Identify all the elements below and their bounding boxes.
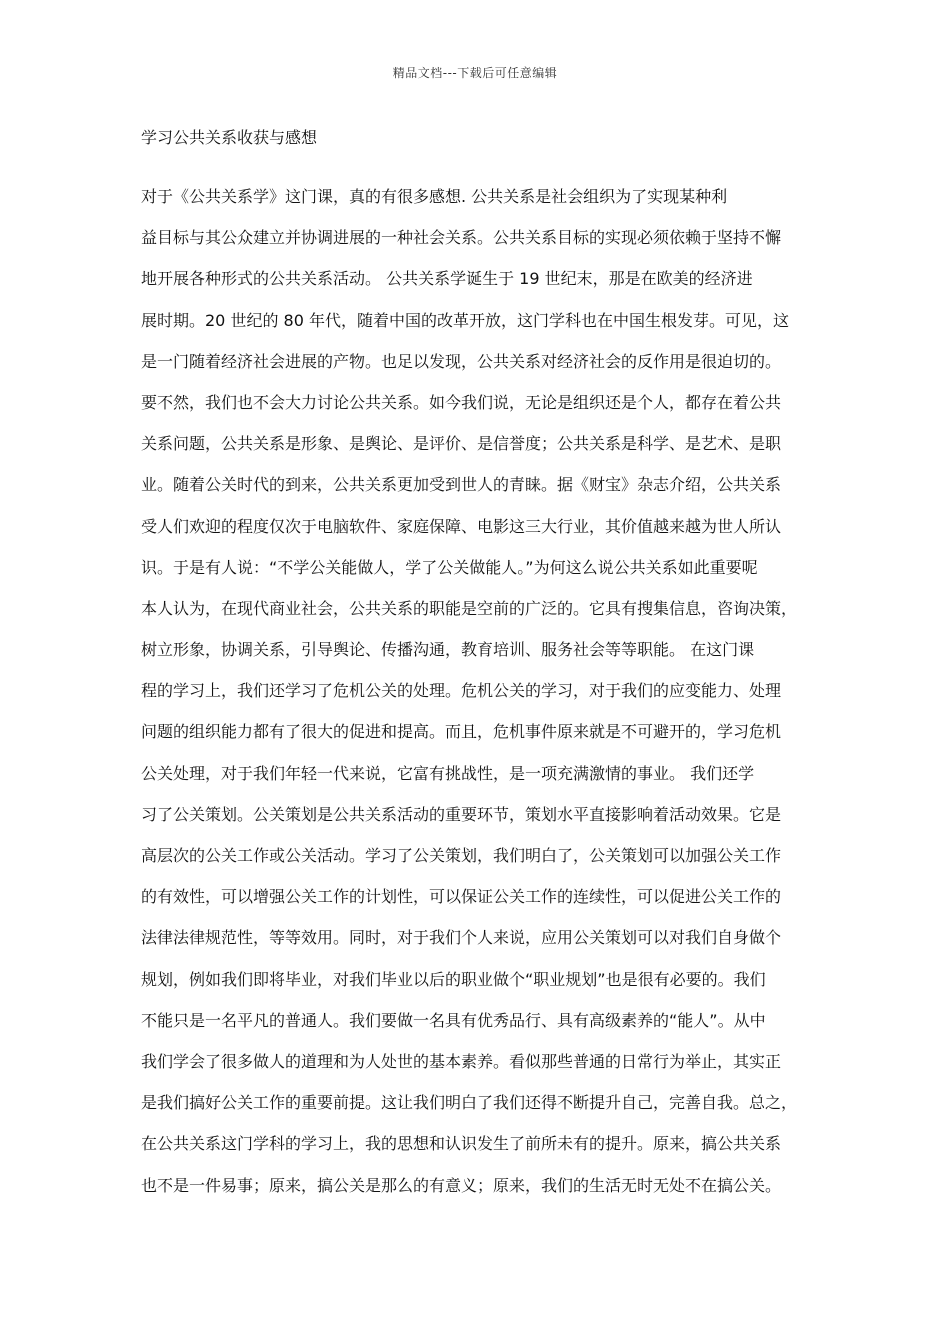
- body-line: 法律法律规范性，等等效用。同时，对于我们个人来说，应用公关策划可以对我们自身做个: [141, 928, 782, 948]
- body-line: 关系问题，公共关系是形象、是舆论、是评价、是信誉度；公共关系是科学、是艺术、是职: [141, 434, 782, 454]
- body-line: 要不然，我们也不会大力讨论公共关系。如今我们说，无论是组织还是个人，都存在着公共: [141, 392, 782, 412]
- body-line: 本人认为，在现代商业社会，公共关系的职能是空前的广泛的。它具有搜集信息，咨询决策，: [141, 598, 798, 618]
- body-line: 高层次的公关工作或公关活动。学习了公关策划，我们明白了，公关策划可以加强公关工作: [141, 846, 782, 865]
- document-body: [141, 185, 813, 1215]
- body-line: 地开展各种形式的公共关系活动。 公共关系学诞生于 19 世纪末，那是在欧美的经济进: [141, 269, 753, 289]
- body-line: 公关处理，对于我们年轻一代来说，它富有挑战性，是一项充满激情的事业。 我们还学: [141, 763, 755, 783]
- body-line: 展时期。20 世纪的 80 年代，随着中国的改革开放，这门学科也在中国生根发芽。可见，这: [141, 310, 789, 330]
- body-line: 业。随着公关时代的到来，公共关系更加受到世人的青睐。据《财宝》杂志介绍，公共关系: [141, 475, 782, 495]
- body-line: 对于《公共关系学》这门课，真的有很多感想. 公共关系是社会组织为了实现某种利: [141, 187, 728, 206]
- body-line: 我们学会了很多做人的道理和为人处世的基本素养。看似那些普通的日常行为举止，其实正: [141, 1051, 782, 1071]
- document-title: 学习公共关系收获与感想: [141, 128, 318, 147]
- body-line: 问题的组织能力都有了很大的促进和提高。而且，危机事件原来就是不可避开的，学习危机: [141, 722, 782, 742]
- body-line: 在公共关系这门学科的学习上，我的思想和认识发生了前所未有的提升。原来，搞公共关系: [141, 1134, 782, 1154]
- header-note: 精品文档---下载后可任意编辑: [392, 66, 558, 80]
- body-line: 是我们搞好公关工作的重要前提。这让我们明白了我们还得不断提升自己，完善自我。总之，: [141, 1093, 798, 1113]
- body-line: 是一门随着经济社会进展的产物。也足以发现，公共关系对经济社会的反作用是很迫切的。: [141, 351, 782, 371]
- body-line: 不能只是一名平凡的普通人。我们要做一名具有优秀品行、具有高级素养的“能人”。从中: [141, 1010, 766, 1030]
- body-line: 识。于是有人说：“不学公关能做人，学了公关做能人。”为何这么说公共关系如此重要呢: [141, 557, 758, 577]
- body-line: 受人们欢迎的程度仅次于电脑软件、家庭保障、电影这三大行业，其价值越来越为世人所认: [141, 516, 782, 536]
- body-line: 的有效性，可以增强公关工作的计划性，可以保证公关工作的连续性，可以促进公关工作的: [141, 887, 782, 907]
- body-line: 也不是一件易事；原来，搞公关是那么的有意义；原来，我们的生活无时无处不在搞公关。: [141, 1175, 782, 1195]
- body-line: 习了公关策划。公关策划是公共关系活动的重要环节，策划水平直接影响着活动效果。它是: [141, 804, 782, 824]
- body-line: 规划，例如我们即将毕业，对我们毕业以后的职业做个“职业规划”也是很有必要的。我们: [141, 969, 766, 989]
- body-line: 益目标与其公众建立并协调进展的一种社会关系。公共关系目标的实现必须依赖于坚持不懈: [141, 228, 782, 248]
- body-line: 树立形象，协调关系，引导舆论、传播沟通，教育培训、服务社会等等职能。 在这门课: [141, 640, 755, 660]
- body-line: 程的学习上，我们还学习了危机公关的处理。危机公关的学习，对于我们的应变能力、处理: [141, 681, 782, 701]
